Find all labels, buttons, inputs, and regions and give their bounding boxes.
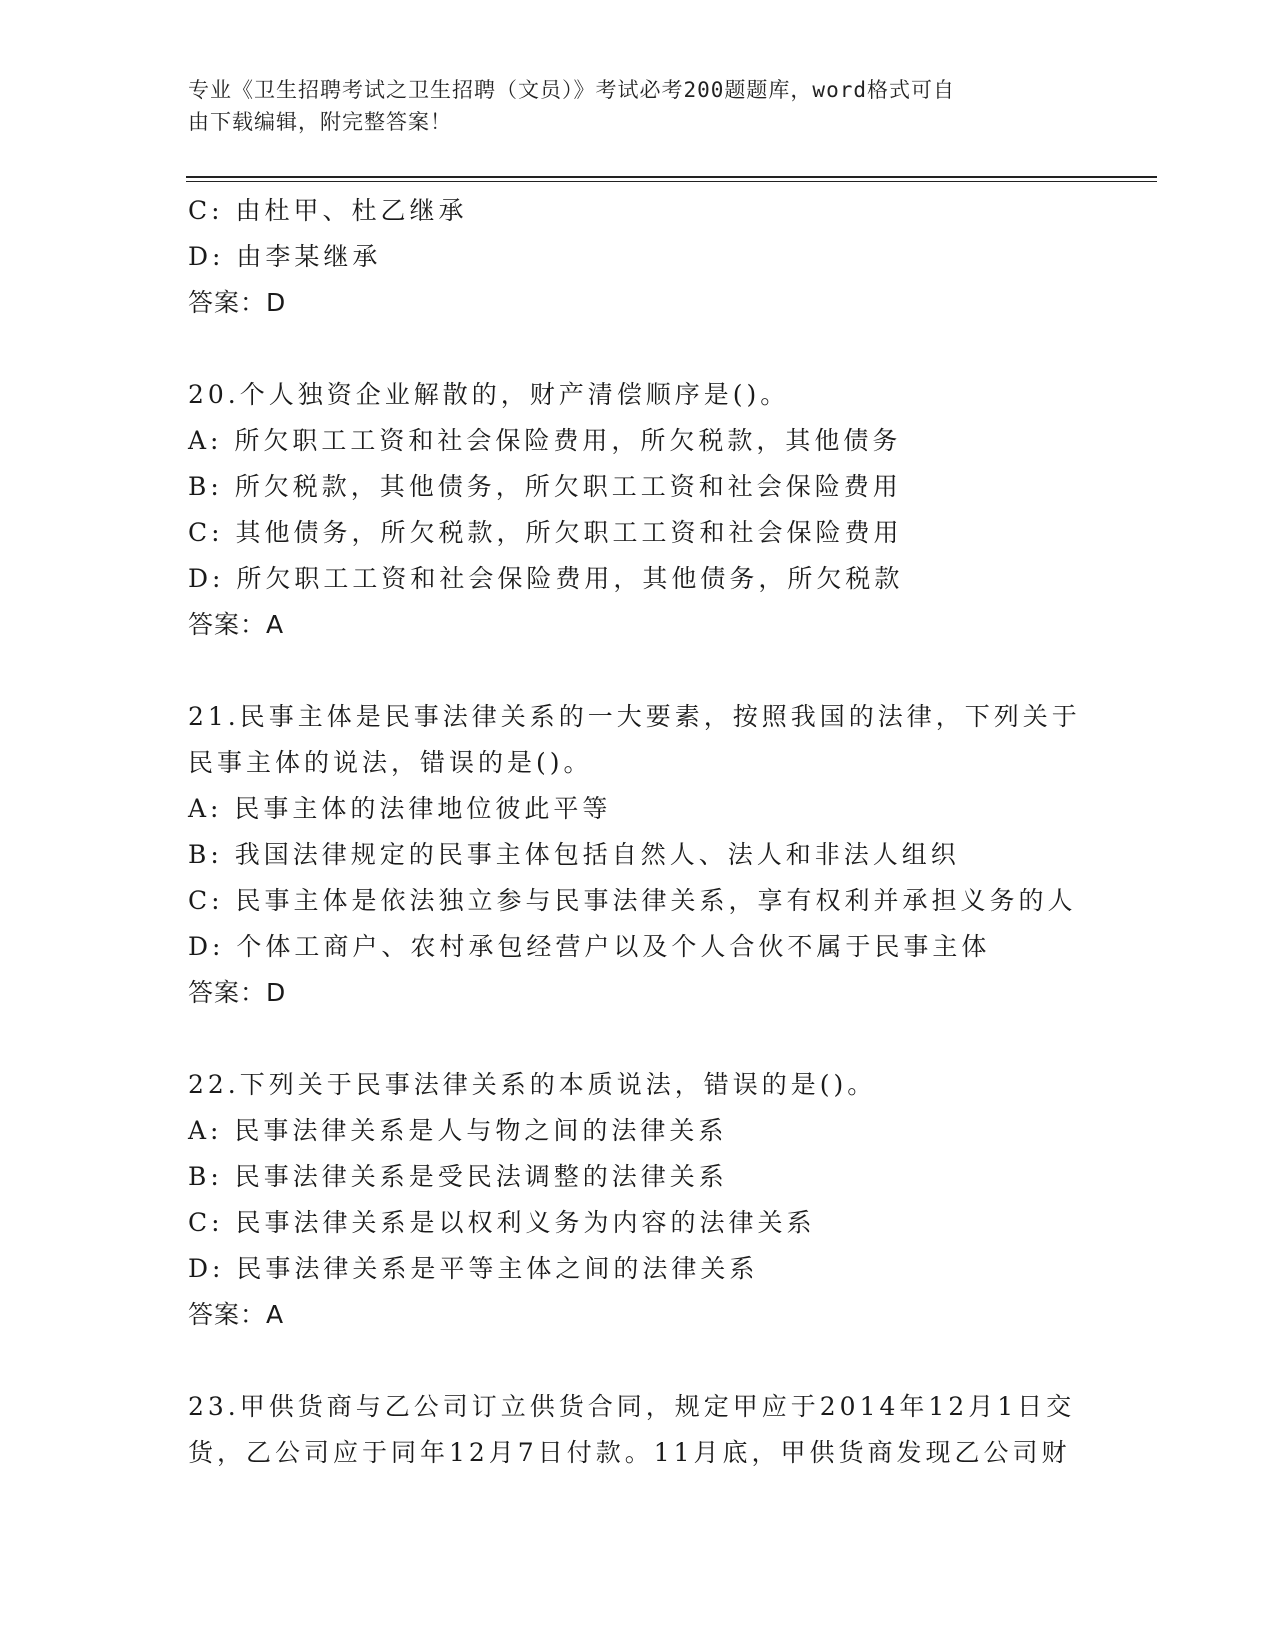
question-stem-line-2: 货，乙公司应于同年12月7日付款。11月底，甲供货商发现乙公司财	[188, 1438, 1071, 1467]
question-stem-line-1: 21.民事主体是民事法律关系的一大要素，按照我国的法律，下列关于	[188, 702, 1081, 731]
answer-line: 答案：A	[188, 610, 285, 639]
question-stem: 20.个人独资企业解散的，财产清偿顺序是()。	[188, 380, 790, 409]
question-stem: 22.下列关于民事法律关系的本质说法，错误的是()。	[188, 1070, 877, 1099]
spacer	[188, 326, 1148, 372]
header-line-2: 由下载编辑，附完整答案！	[188, 110, 452, 134]
option-d: D: 民事法律关系是平等主体之间的法律关系	[188, 1254, 759, 1283]
option-b: B: 我国法律规定的民事主体包括自然人、法人和非法人组织	[188, 840, 960, 869]
spacer	[188, 1016, 1148, 1062]
option-b: B: 所欠税款，其他债务，所欠职工工资和社会保险费用	[188, 472, 902, 501]
option-d: D: 个体工商户、农村承包经营户以及个人合伙不属于民事主体	[188, 932, 991, 961]
option-a: A: 民事主体的法律地位彼此平等	[188, 794, 612, 823]
question-19-continued	[188, 188, 1148, 326]
spacer	[188, 648, 1148, 694]
answer-line: 答案：D	[188, 288, 287, 317]
option-d: D: 由李某继承	[188, 242, 382, 271]
answer-line: 答案：D	[188, 978, 287, 1007]
answer-line: 答案：A	[188, 1300, 285, 1329]
document-header	[188, 74, 1068, 138]
question-22	[188, 1062, 1148, 1338]
option-a: A: 所欠职工工资和社会保险费用，所欠税款，其他债务	[188, 426, 902, 455]
option-c: C: 民事主体是依法独立参与民事法律关系，享有权利并承担义务的人	[188, 886, 1077, 915]
option-d: D: 所欠职工工资和社会保险费用，其他债务，所欠税款	[188, 564, 904, 593]
option-c: C: 民事法律关系是以权利义务为内容的法律关系	[188, 1208, 816, 1237]
question-23	[188, 1384, 1148, 1476]
question-stem-line-2: 民事主体的说法，错误的是()。	[188, 748, 593, 777]
question-21	[188, 694, 1148, 1016]
header-divider-thin	[186, 181, 1157, 182]
question-stem-line-1: 23.甲供货商与乙公司订立供货合同，规定甲应于2014年12月1日交	[188, 1392, 1076, 1421]
spacer	[188, 1338, 1148, 1384]
option-b: B: 民事法律关系是受民法调整的法律关系	[188, 1162, 728, 1191]
option-c: C: 由杜甲、杜乙继承	[188, 196, 468, 225]
question-20	[188, 372, 1148, 648]
question-list	[188, 188, 1148, 1476]
header-divider-thick	[186, 176, 1157, 178]
option-c: C: 其他债务，所欠税款，所欠职工工资和社会保险费用	[188, 518, 903, 547]
option-a: A: 民事法律关系是人与物之间的法律关系	[188, 1116, 728, 1145]
header-line-1: 专业《卫生招聘考试之卫生招聘（文员）》考试必考200题题库，word格式可自	[188, 78, 955, 102]
